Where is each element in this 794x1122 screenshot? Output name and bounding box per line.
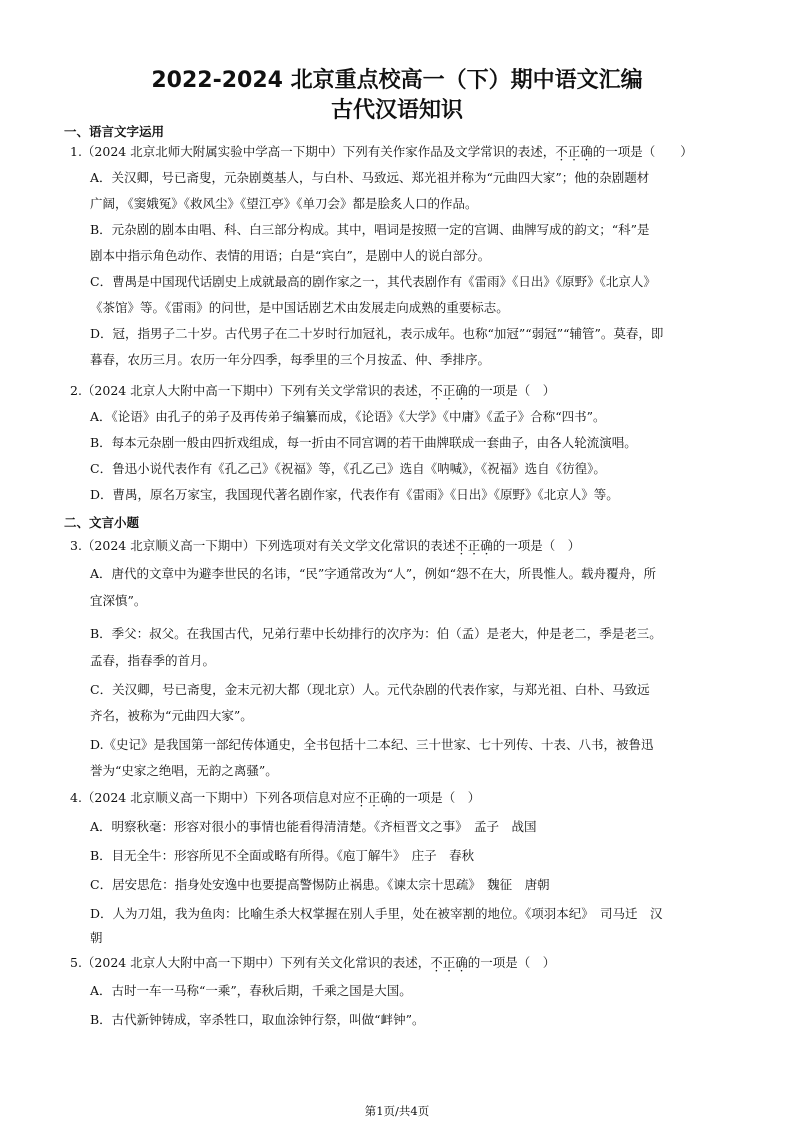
- question-4-option-c: C．居安思危：指身处安逸中也要提高警惕防止祸患。《谏太宗十思疏》 魏征 唐朝: [90, 877, 550, 892]
- question-4-stem: 4.（2024 北京顺义高一下期中）下列各项信息对应不正确的一项是（ ）: [70, 790, 481, 805]
- question-4-option-d-cont: 朝: [90, 930, 103, 945]
- question-1-option-b-cont: 剧本中指示角色动作、表情的用语；白是“宾白”，是剧中人的说白部分。: [90, 248, 491, 263]
- page-number: 第1页/共4页: [364, 1104, 430, 1118]
- question-1-option-d: D．冠，指男子二十岁。古代男子在二十岁时行加冠礼，表示成年。也称“加冠”“弱冠”“辅管”。莫春，即: [90, 326, 664, 341]
- question-1-option-a-cont: 广阔，《窦娥冤》《救风尘》《望江亭》《单刀会》都是脍炙人口的作品。: [90, 196, 478, 211]
- document-title: 2022-2024 北京重点校高一（下）期中语文汇编: [151, 68, 643, 93]
- question-2-option-d: D．曹禺，原名万家宝，我国现代著名剧作家，代表作有《雷雨》《日出》《原野》《北京人》等。: [90, 487, 619, 502]
- document-subtitle: 古代汉语知识: [330, 98, 463, 123]
- question-2-option-a: A．《论语》由孔子的弟子及再传弟子编纂而成，《论语》《大学》《中庸》《孟子》合称“四书”。: [90, 409, 606, 424]
- section-heading-1: 一、语言文字运用: [64, 124, 165, 139]
- question-3-option-c-cont: 齐名，被称为“元曲四大家”。: [90, 708, 253, 723]
- question-3-option-c: C．关汉卿，号已斋叟，金末元初大都（现北京）人。元代杂剧的代表作家，与郑光祖、白朴、马致远: [90, 682, 650, 697]
- question-3-option-b-cont: 孟春，指春季的首月。: [90, 653, 216, 668]
- question-5-stem: 5.（2024 北京人大附中高一下期中）下列有关文化常识的表述，不正确的一项是（ ）: [70, 955, 556, 970]
- question-1-option-b: B．元杂剧的剧本由唱、科、白三部分构成。其中，唱词是按照一定的宫调、曲牌写成的韵文；“科”是: [90, 222, 650, 237]
- question-5-option-a: A．古时一车一马称“一乘”，春秋后期，千乘之国是大国。: [90, 983, 412, 998]
- question-2-option-b: B．每本元杂剧一般由四折戏组成，每一折由不同宫调的若干曲牌联成一套曲子，由各人轮流演唱。: [90, 435, 637, 450]
- question-3-option-d: D.《史记》是我国第一部纪传体通史，全书包括十二本纪、三十世家、七十列传、十表、八书，被鲁迅: [90, 737, 654, 752]
- question-1-option-d-cont: 暮春，农历三月。农历一年分四季，每季里的三个月按孟、仲、季排序。: [90, 352, 491, 367]
- question-3-stem: 3.（2024 北京顺义高一下期中）下列选项对有关文学文化常识的表述不正确的一项是（ ）: [70, 538, 581, 553]
- question-3-option-b: B．季父：叔父。在我国古代，兄弟行辈中长幼排行的次序为：伯（孟）是老大，仲是老二，季是老三。: [90, 626, 662, 641]
- question-3-option-d-cont: 誉为“史家之绝唱，无韵之离骚”。: [90, 763, 278, 778]
- question-3-option-a-cont: 宜深慎”。: [90, 593, 147, 608]
- question-4-option-a: A．明察秋毫：形容对很小的事情也能看得清清楚。《齐桓晋文之事》 孟子 战国: [90, 819, 537, 834]
- question-1-option-a: A．关汉卿，号已斋叟，元杂剧奠基人，与白朴、马致远、郑光祖并称为“元曲四大家”；他的杂剧题材: [90, 170, 650, 185]
- question-1-stem: 1.（2024 北京北师大附属实验中学高一下期中）下列有关作家作品及文学常识的表述，不正确的一项是（ ）: [70, 144, 693, 159]
- question-3-option-a: A．唐代的文章中为避李世民的名讳，“民”字通常改为“人”，例如“怨不在大，所畏惟人。载舟覆舟，所: [90, 566, 656, 581]
- question-4-option-b: B．目无全牛：形容所见不全面或略有所得。《庖丁解牛》 庄子 春秋: [90, 848, 475, 863]
- question-2-stem: 2.（2024 北京人大附中高一下期中）下列有关文学常识的表述，不正确的一项是（ ）: [70, 383, 556, 398]
- question-5-option-b: B．古代新钟铸成，宰杀牲口，取血涂钟行祭，叫做“衅钟”。: [90, 1012, 425, 1027]
- question-1-option-c: C．曹禺是中国现代话剧史上成就最高的剧作家之一，其代表剧作有《雷雨》《日出》《原野》《北京人》: [90, 274, 656, 289]
- question-4-option-d: D．人为刀俎，我为鱼肉：比喻生杀大权掌握在别人手里，处在被宰割的地位。《项羽本纪》 司马迁 汉: [90, 906, 663, 921]
- question-2-option-c: C．鲁迅小说代表作有《孔乙己》《祝福》等，《孔乙己》选自《呐喊》，《祝福》选自《彷徨》。: [90, 461, 606, 476]
- section-heading-2: 二、文言小题: [64, 515, 140, 530]
- question-1-option-c-cont: 《茶馆》等。《雷雨》的问世，是中国话剧艺术由发展走向成熟的重要标志。: [90, 300, 509, 315]
